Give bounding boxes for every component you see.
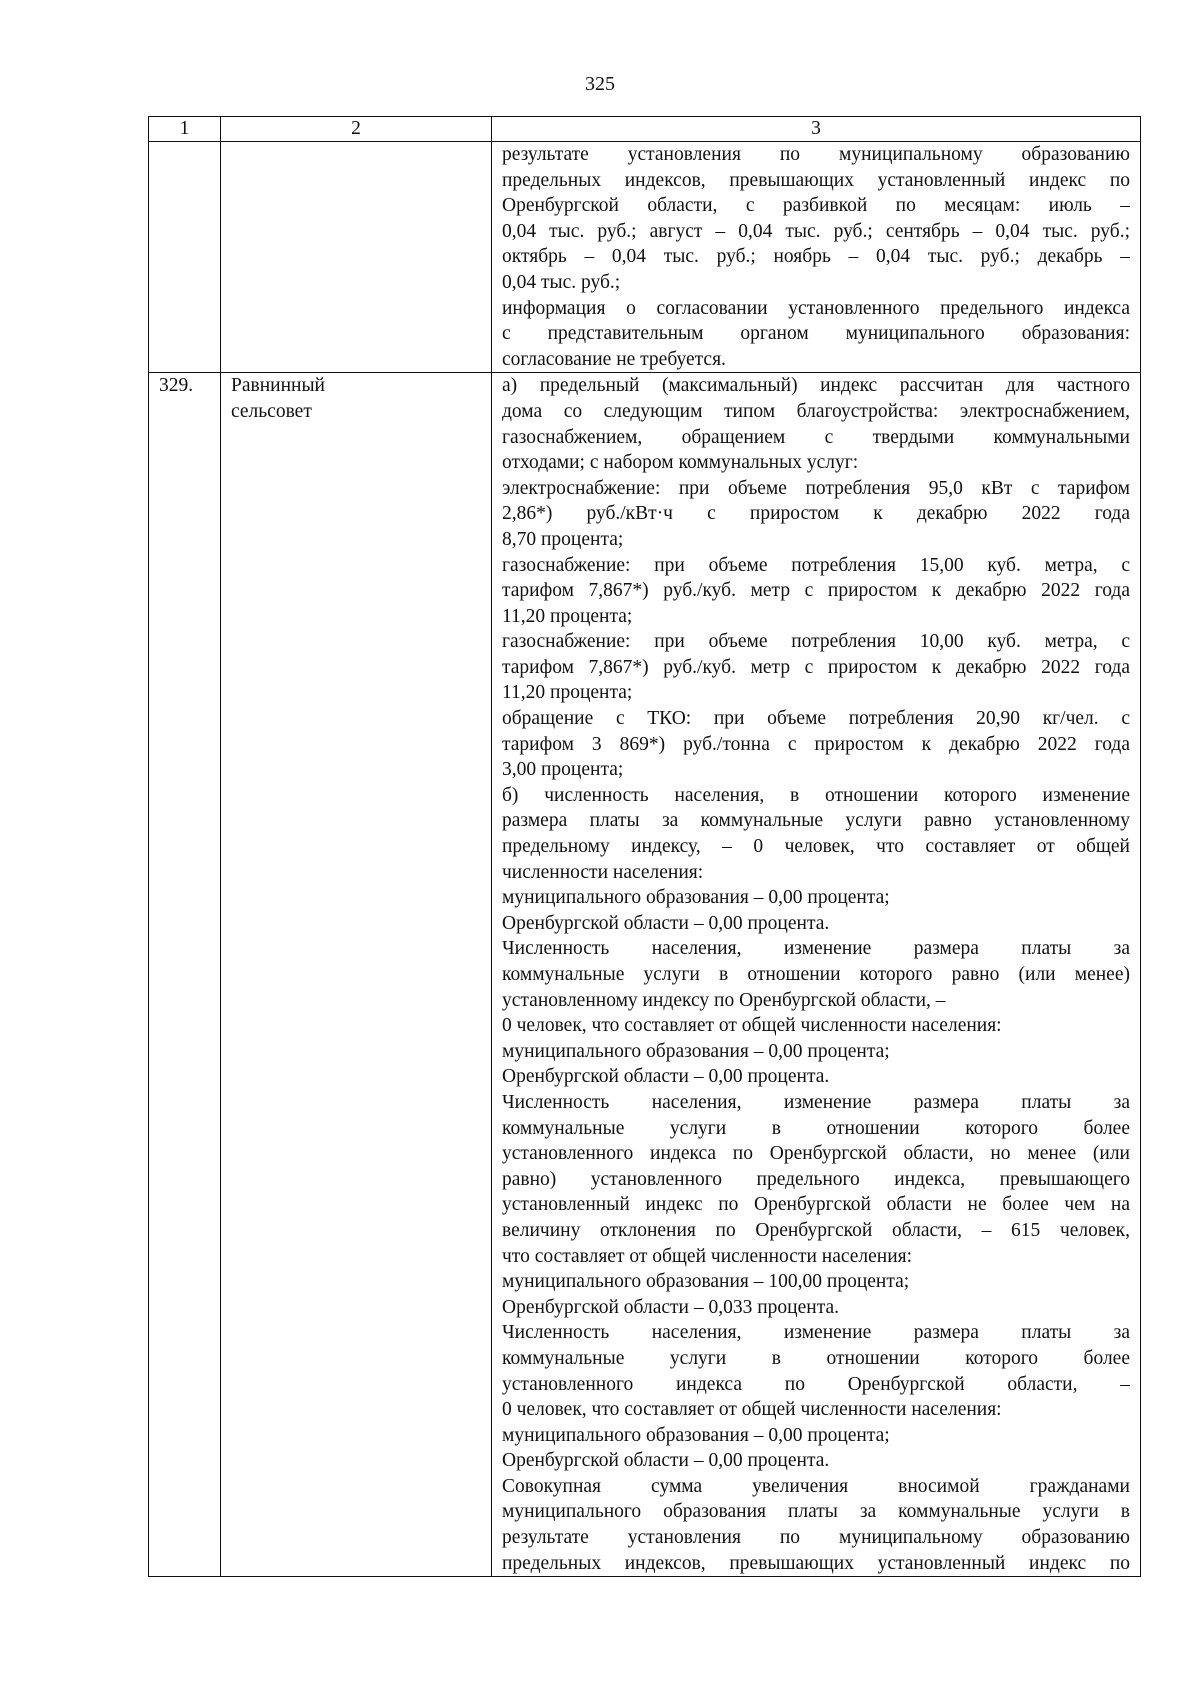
text-line: предельных индексов, превышающих установленный индекс по <box>502 169 1130 191</box>
text-line: тарифом 3 869*) руб./тонна с приростом к декабрю 2022 года <box>502 733 1130 755</box>
text-line: размера платы за коммунальные услуги равно установленному <box>502 810 1130 832</box>
text-line: результате установления по муниципальному образованию <box>502 144 1130 165</box>
page-number: 325 <box>585 73 615 95</box>
text-line: предельных индексов, превышающих установленный индекс по <box>502 1552 1130 1574</box>
text-line: величину отклонения по Оренбургской области, – 615 человек, <box>502 1219 1130 1241</box>
text-line: а) предельный (максимальный) индекс рассчитан для частного <box>502 375 1130 397</box>
text-line: 11,20 процента; <box>502 682 633 704</box>
text-line: газоснабжение: при объеме потребления 15,00 куб. метра, с <box>502 554 1130 576</box>
text-line: Совокупная сумма увеличения вносимой гражданами <box>502 1475 1130 1497</box>
text-line: согласование не требуется. <box>502 348 726 370</box>
text-line: численности населения: <box>502 861 704 883</box>
description-cell <box>492 142 1141 373</box>
text-line: Численность населения, изменение размера платы за <box>502 1091 1130 1113</box>
text-line: 11,20 процента; <box>502 605 633 627</box>
text-line: обращение с ТКО: при объеме потребления 20,90 кг/чел. с <box>502 708 1130 730</box>
text-line: дома со следующим типом благоустройства: электроснабжением, <box>502 400 1130 422</box>
name-line: сельсовет <box>231 400 312 422</box>
row-number-cell: 329. <box>149 373 221 1577</box>
municipality-name-cell <box>221 142 492 373</box>
text-line: равно) установленного предельного индекса, превышающего <box>502 1168 1130 1190</box>
text-line: муниципального образования – 0,00 процента; <box>502 887 890 909</box>
municipality-name-cell <box>221 373 492 1577</box>
name-line: Равнинный <box>231 375 325 397</box>
text-line: 0 человек, что составляет от общей численности населения: <box>502 1015 1002 1037</box>
text-line: с представительным органом муниципального образования: <box>502 323 1130 345</box>
header-cell-1: 1 <box>149 117 221 142</box>
text-line: Оренбургской области – 0,033 процента. <box>502 1296 839 1318</box>
text-line: Численность населения, изменение размера платы за <box>502 938 1130 960</box>
text-line: газоснабжением, обращением с твердыми коммунальными <box>502 426 1130 448</box>
text-line: 8,70 процента; <box>502 528 624 550</box>
text-line: установленного индекса по Оренбургской области, – <box>502 1373 1130 1395</box>
text-line: газоснабжение: при объеме потребления 10,00 куб. метра, с <box>502 631 1130 653</box>
text-line: коммунальные услуги в отношении которого более <box>502 1347 1130 1369</box>
text-line: что составляет от общей численности населения: <box>502 1245 913 1267</box>
text-line: Оренбургской области – 0,00 процента. <box>502 1450 830 1472</box>
text-line: муниципального образования – 0,00 процента; <box>502 1040 890 1062</box>
text-line: тарифом 7,867*) руб./куб. метр с приростом к декабрю 2022 года <box>502 580 1130 602</box>
text-line: 3,00 процента; <box>502 759 624 781</box>
document-table <box>148 116 1141 1577</box>
text-line: тарифом 7,867*) руб./куб. метр с приростом к декабрю 2022 года <box>502 656 1130 678</box>
table-row-329 <box>149 373 1141 1577</box>
text-line: результате установления по муниципальному образованию <box>502 1527 1130 1549</box>
text-line: 0,04 тыс. руб.; <box>502 271 621 293</box>
row-number-cell <box>149 142 221 373</box>
text-line: предельному индексу, – 0 человек, что составляет от общей <box>502 836 1130 858</box>
table-row-continuation <box>149 142 1141 373</box>
text-line: муниципального образования – 0,00 процента; <box>502 1424 890 1446</box>
text-line: коммунальные услуги в отношении которого более <box>502 1117 1130 1139</box>
text-line: коммунальные услуги в отношении которого равно (или менее) <box>502 964 1130 985</box>
text-line: муниципального образования – 100,00 процента; <box>502 1271 910 1293</box>
text-line: Оренбургской области – 0,00 процента. <box>502 1066 830 1088</box>
description-cell <box>492 373 1141 1577</box>
text-line: отходами; с набором коммунальных услуг: <box>502 452 859 474</box>
text-line: установленного индекса по Оренбургской области, но менее (или <box>502 1143 1130 1165</box>
text-line: информация о согласовании установленного предельного индекса <box>502 297 1130 319</box>
text-line: Оренбургской области, с разбивкой по месяцам: июль – <box>502 195 1130 217</box>
text-line: октябрь – 0,04 тыс. руб.; ноябрь – 0,04 тыс. руб.; декабрь – <box>502 246 1130 268</box>
text-line: б) численность населения, в отношении которого изменение <box>502 784 1130 806</box>
text-line: 2,86*) руб./кВт·ч с приростом к декабрю 2022 года <box>502 503 1130 525</box>
text-line: установленный индекс по Оренбургской области не более чем на <box>502 1194 1130 1216</box>
text-line: 0,04 тыс. руб.; август – 0,04 тыс. руб.; сентябрь – 0,04 тыс. руб.; <box>502 220 1130 242</box>
table-header-row <box>149 117 1141 142</box>
text-line: 0 человек, что составляет от общей численности населения: <box>502 1399 1002 1421</box>
text-line: электроснабжение: при объеме потребления 95,0 кВт с тарифом <box>502 477 1130 499</box>
text-line: муниципального образования платы за коммунальные услуги в <box>502 1501 1130 1523</box>
text-line: установленному индексу по Оренбургской области, – <box>502 989 946 1011</box>
text-line: Численность населения, изменение размера платы за <box>502 1322 1130 1344</box>
text-line: Оренбургской области – 0,00 процента. <box>502 912 830 934</box>
header-cell-2: 2 <box>221 117 492 142</box>
header-cell-3: 3 <box>492 117 1141 142</box>
